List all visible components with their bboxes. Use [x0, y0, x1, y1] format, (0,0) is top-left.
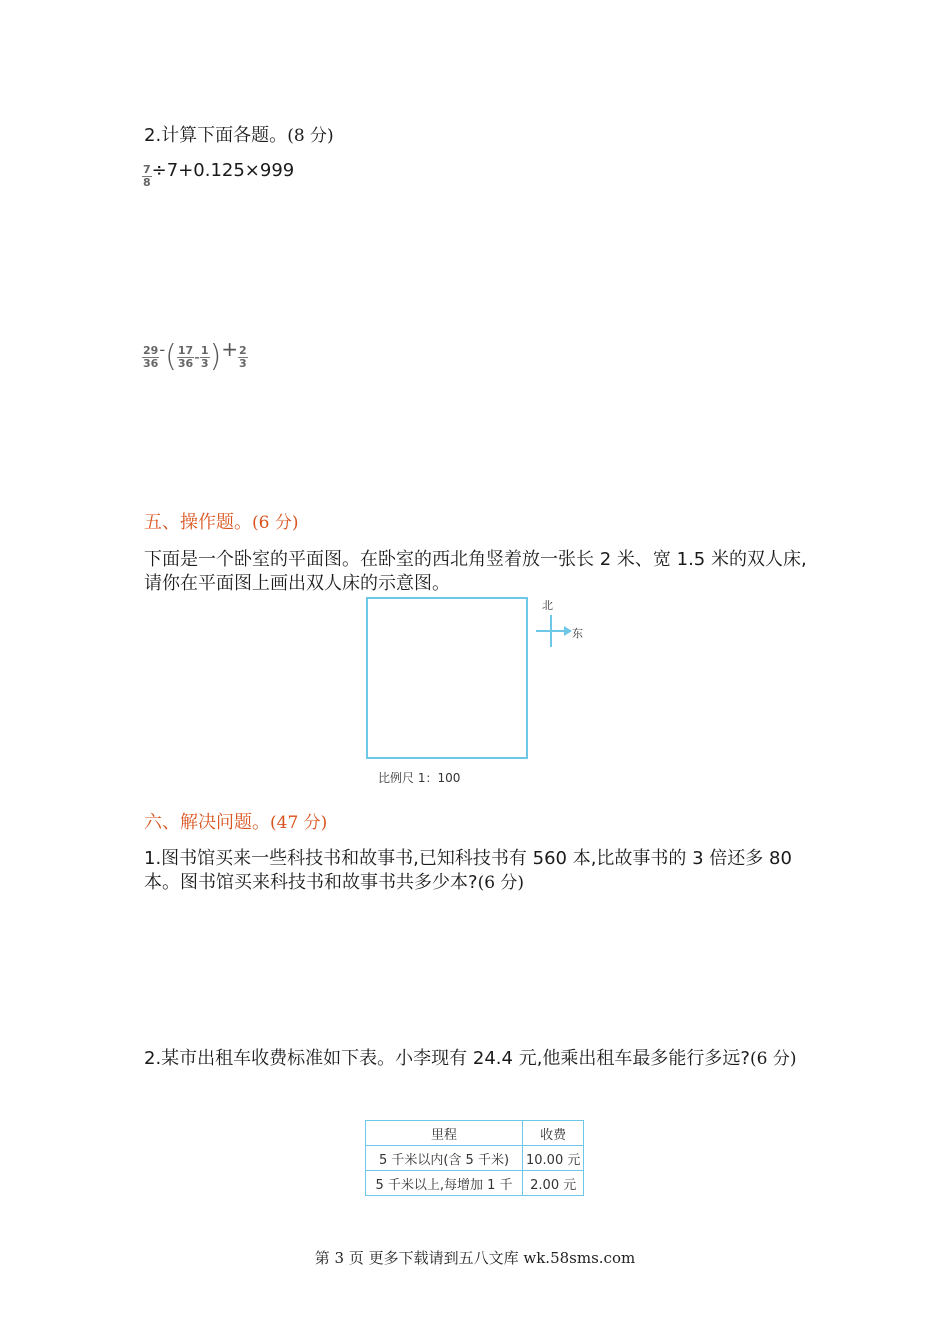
page-footer: 第 3 页 更多下载请到五八文库 wk.58sms.com [314, 1249, 636, 1267]
fraction-2-3: $\frac{2}{3}$ [239, 343, 247, 370]
fraction-29-36: $\frac{29}{36}$ [143, 343, 159, 370]
fraction-17-36: $\frac{17}{36}$ [177, 343, 194, 370]
table-cell: 5 千米以上,每增加 1 千 [366, 1171, 523, 1196]
scale-label: 比例尺 1：100 [378, 771, 461, 785]
minus-sign: - [194, 347, 200, 367]
compass-horizontal-line [536, 630, 566, 632]
right-paren: ) [209, 339, 222, 374]
table-cell: 10.00 元 [523, 1146, 584, 1171]
problem-2 [144, 1047, 810, 1071]
minus-sign: - [159, 339, 166, 359]
table-row [366, 1146, 584, 1171]
expression-1 [142, 160, 295, 189]
left-paren: ( [165, 339, 177, 374]
problem-1-score: (6 分) [477, 873, 525, 893]
table-header-cell: 里程 [366, 1121, 523, 1146]
expression-1-rest: ÷7+0.125×999 [151, 160, 295, 181]
table-row [366, 1171, 584, 1196]
problem-1 [144, 847, 810, 895]
table-cell: 5 千米以内(含 5 千米) [366, 1146, 523, 1171]
section-5-title [144, 511, 298, 535]
plus-sign: + [221, 337, 239, 361]
expression-2 [142, 337, 248, 374]
problem-1-text: 1.图书馆买来一些科技书和故事书,已知科技书有 560 本,比故事书的 3 倍还多 80 本。图书馆买来科技书和故事书共多少本? [144, 848, 792, 893]
north-label: 北 [542, 599, 553, 612]
section-6-title [144, 811, 327, 835]
fraction-1-3: $\frac{1}{3}$ [200, 343, 209, 370]
section-6-score: (47 分) [270, 813, 328, 833]
table-header-row [366, 1121, 584, 1146]
section-5-text: 五、操作题。 [144, 512, 252, 533]
table-header-cell: 收费 [523, 1121, 584, 1146]
section-6-text: 六、解决问题。 [144, 812, 270, 833]
fraction-7-8: $\frac{7}{8}$ [143, 163, 151, 189]
east-label: 东 [572, 627, 583, 640]
question-2-title [144, 124, 334, 148]
problem-2-score: (6 分) [749, 1049, 797, 1069]
east-arrow-icon [564, 626, 572, 636]
section-5-score: (6 分) [252, 513, 299, 533]
question-2-score: (8 分) [287, 126, 334, 146]
problem-2-text: 2.某市出租车收费标准如下表。小李现有 24.4 元,他乘出租车最多能行多远? [144, 1048, 750, 1069]
task-5-text: 下面是一个卧室的平面图。在卧室的西北角竖着放一张长 2 米、宽 1.5 米的双人床,请你在平面图上画出双人床的示意图。 [144, 549, 807, 594]
bedroom-floor-plan [366, 597, 528, 759]
table-cell: 2.00 元 [523, 1171, 584, 1196]
question-2-text: 2.计算下面各题。 [144, 125, 288, 146]
taxi-fare-table [365, 1120, 584, 1196]
